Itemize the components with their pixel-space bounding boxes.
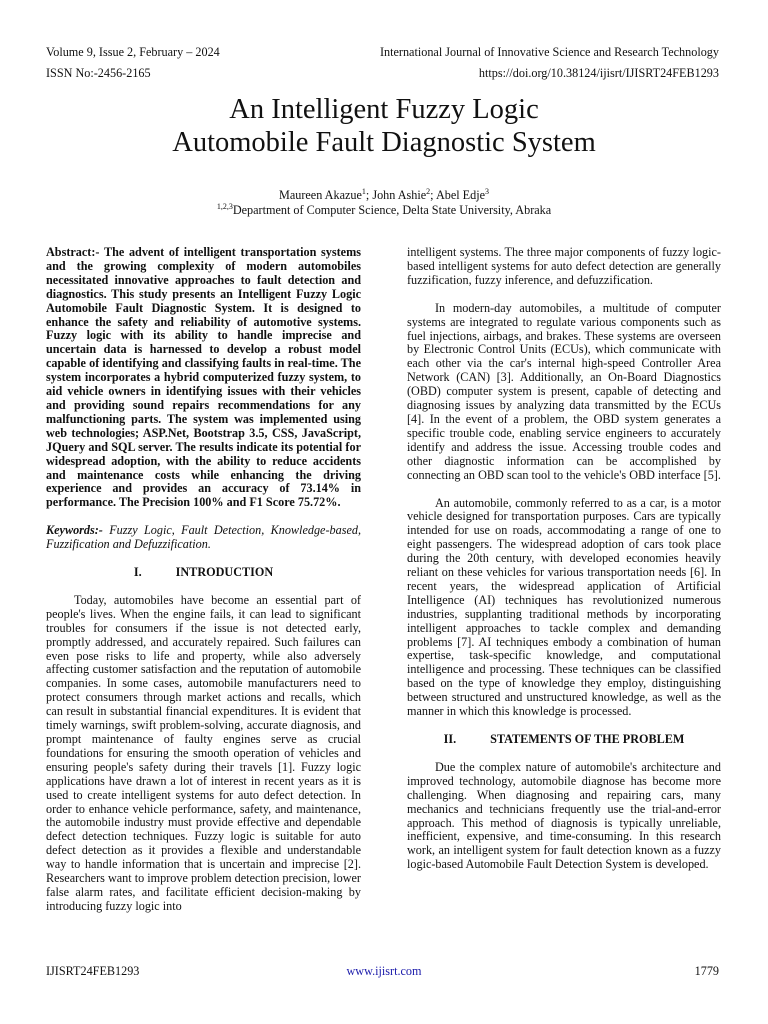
affiliation (0, 203, 768, 217)
keywords (46, 524, 361, 552)
left-column (46, 246, 361, 914)
author-separator: ; (430, 188, 436, 202)
affiliation-text: Department of Computer Science, Delta State University, Abraka (232, 203, 552, 217)
header-volume: Volume 9, Issue 2, February – 2024 (46, 45, 220, 59)
author-affiliation-mark: 1 (361, 186, 366, 196)
section-heading-problem (407, 733, 721, 747)
author-name: Maureen Akazue (278, 188, 362, 202)
keywords-text: Fuzzy Logic, Fault Detection, Knowledge-based, Fuzzification and Defuzzification. (46, 523, 361, 552)
title-line-2: Automobile Fault Diagnostic System (172, 127, 596, 158)
abstract: Abstract:- The advent of intelligent transportation systems and the growing complexity of modern automobiles necessitated innovative approaches to fault detection and diagnostics. This study presents an Intelligent Fuzzy Logic Automobile Fault Diagnostic System. It is designed to enhance the safety and reliability of automotive systems. Fuzzy logic with its ability to handle imprecise and uncertain data is harnessed to develop a robust model capable of identifying and classifying faults in real-time. The system incorporates a hybrid computerized fuzzy system, to aid vehicle owners in identifying issues with their vehicles and providing sound repairs recommendations for any malfunctioning parts. The system was implemented using web technologies; ASP.Net, Bootstrap 3.5, CSS, JavaScript, JQuery and SQL server. The results indicate its potential for widespread adoption, with the ability to reduce accidents and maintenance costs while enhancing the driving experience and provides an accuracy of 73.14% in performance. The Precision 100% and F1 Score 75.72%. (46, 245, 361, 510)
header-journal-name: International Journal of Innovative Science and Research Technology (379, 45, 719, 59)
section-number: II. (443, 732, 457, 746)
author-list (0, 188, 768, 202)
keywords-label: Keywords:- (46, 523, 103, 538)
paragraph-intro-2: In modern-day automobiles, a multitude of computer systems are integrated to regulate various components such as fuel injections, airbags, and brakes. These systems are overseen by Electronic Control Units (ECUs), which communicate with each other via the car's internal high-speed Controller Area Network (CAN) [3]. Additionally, an On-Board Diagnostics (OBD) computer system is present, capable of detecting and diagnosing issues by analyzing data transmitted by the ECUs [4]. In the event of a problem, the OBD system generates a specific trouble code, enabling service engineers to accurately identify and address the issue. Accessing trouble codes and other diagnostic information can be accomplished by connecting an OBD scan tool to the vehicle's OBD interface [5]. (407, 300, 721, 482)
paragraph-intro-1: Today, automobiles have become an essential part of people's lives. When the engine fails, it can lead to significant troubles for consumers if the issue is not detected early, promptly addressed, and accurately repaired. Such failures can even pose risks to life and property, while also adversely affecting customer satisfaction and the reputation of automobile companies. In some cases, automobile manufacturers need to protect consumers through market actions and recalls, which can result in substantial financial expenditures. It is evident that timely warnings, swift problem-solving, accurate diagnosis, and prompt maintenance of faulty engines serve as crucial foundations for ensuring the smooth operation of vehicles and ensuring people's safety during their travels [1]. Fuzzy logic applications have drawn a lot of interest in recent years as it is used to create intelligent systems for auto defect detection. In order to enhance vehicle performance, safety, and maintenance, the automobile industry must provide effective and dependable defect detection techniques. Fuzzy logic is suitable for auto defect detection as it provides a flexible and understandable way to handle information that is uncertain and imprecise [2]. Researchers want to improve problem detection precision, lower false alarm rates, and facilitate efficient decision-making by introducing fuzzy logic into (46, 592, 361, 913)
footer-paper-id: IJISRT24FEB1293 (46, 964, 140, 978)
paragraph-intro-1-continued: intelligent systems. The three major components of fuzzy logic-based intelligent systems for auto defect detection are generally fuzzification, fuzzy inference, and defuzzification. (407, 245, 721, 287)
paragraph-problem-1: Due the complex nature of automobile's architecture and improved technology, automobile diagnose has become more challenging. When diagnosing and repairing cars, many mechanics and technicians frequently use the trial-and-error approach. This method of diagnosis is typically unreliable, inefficient, expensive, and time-consuming. In this research work, an intelligent system for fault detection known as a fuzzy logic-based Automobile Fault Detection System is developed. (407, 759, 721, 872)
affiliation-mark: 1,2,3 (216, 201, 233, 211)
author-name: John Ashie (372, 188, 427, 202)
header-doi-link[interactable]: https://doi.org/10.38124/ijisrt/IJISRT24FEB1293 (478, 66, 719, 80)
section-heading-introduction (46, 566, 361, 580)
title-line-1: An Intelligent Fuzzy Logic (229, 94, 539, 125)
section-number: I. (133, 565, 142, 580)
section-title: STATEMENTS OF THE PROBLEM (490, 732, 685, 746)
author-affiliation-mark: 3 (485, 186, 490, 196)
paragraph-intro-3: An automobile, commonly referred to as a car, is a motor vehicle designed for transportation purposes. Cars are typically intended for use on roads, accommodating a range of one to eight passengers. The widespread adoption of cars took place during the 20th century, with developed economies heavily reliant on these vehicles for various transportation needs [6]. In recent years, the widespread application of Artificial Intelligence (AI) techniques has revolutionized numerous industries, supplanting traditional methods by incorporating intelligent approaches to tackle complex and demanding problems [7]. AI techniques embody a combination of human expertise, task-specific knowledge, and computational intelligence and processing. These techniques can be classified based on the type of knowledge they employ, distinguishing between structured and unstructured knowledge, as well as the manner in which this knowledge is processed. (407, 495, 721, 719)
paper-title (0, 93, 768, 159)
author-affiliation-mark: 2 (426, 186, 431, 196)
header-issn: ISSN No:-2456-2165 (46, 66, 151, 80)
section-title: INTRODUCTION (175, 565, 274, 580)
footer-page-number: 1779 (694, 964, 719, 978)
right-column (407, 246, 721, 872)
footer-website-link[interactable]: www.ijisrt.com (346, 964, 422, 978)
author-name: Abel Edje (435, 188, 486, 202)
author-separator: ; (365, 188, 373, 202)
